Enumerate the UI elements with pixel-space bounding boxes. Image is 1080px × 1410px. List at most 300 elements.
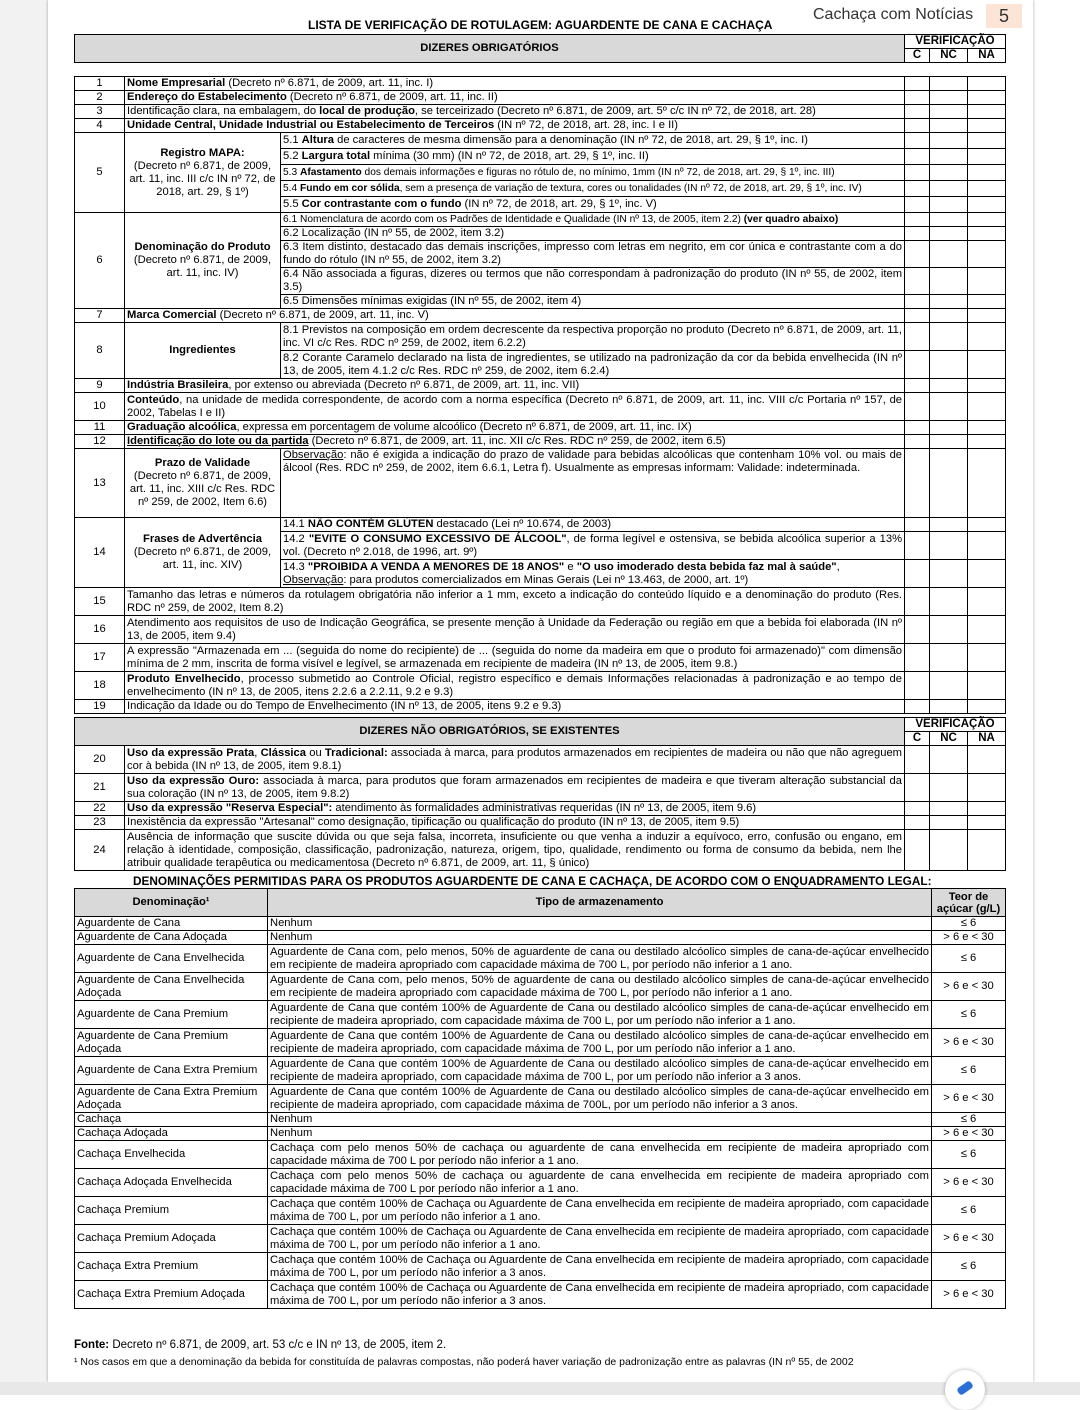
check-nc[interactable] [930, 746, 968, 774]
check-nc[interactable] [930, 227, 968, 241]
check-c[interactable] [905, 830, 930, 871]
sub-number: 5.5 [283, 198, 302, 210]
col-denomination: Denominação¹ [75, 889, 268, 917]
col-nc: NC [930, 49, 968, 63]
check-na[interactable] [968, 700, 1006, 714]
verification-header: VERIFICAÇÃO [905, 718, 1006, 732]
check-nc[interactable] [930, 644, 968, 672]
item-label: Uso da expressão "Reserva Especial": [127, 802, 333, 814]
sugar-content: > 6 e < 30 [932, 1169, 1006, 1197]
sub-text: 8.2 Corante Caramelo declarado na lista de ingredientes, se utilizado na padronização da cor da bebida envelhecida (IN nº 13, de 2005, item 4.1.2 c/c Res. RDC nº 259, de 2002, item 6.2.4) [281, 351, 905, 379]
sub-number: 14.3 [283, 560, 308, 573]
table-row [75, 700, 1006, 714]
check-na[interactable] [968, 532, 1006, 560]
item-text: associada à marca, para produtos armazenados em recipientes de madeira ou não que não agreguem cor à bebida (IN nº 13, de 2005, item 9.8.1) [127, 746, 903, 772]
check-c[interactable] [905, 181, 930, 197]
check-na[interactable] [968, 616, 1006, 644]
check-na[interactable] [968, 295, 1006, 309]
check-nc[interactable] [930, 119, 968, 133]
denomination-name: Aguardente de Cana Premium [75, 1001, 268, 1029]
table-row [75, 379, 1006, 393]
brand-label: Cachaça com Notícias [813, 6, 974, 23]
check-na[interactable] [968, 435, 1006, 449]
check-na[interactable] [968, 644, 1006, 672]
sub-label: Afastamento [300, 167, 362, 178]
table-row [75, 774, 1006, 802]
denomination-name: Aguardente de Cana Adoçada [75, 931, 268, 945]
table-row [75, 1085, 1006, 1113]
storage-type: Cachaça que contém 100% de Cachaça ou Aguardente de Cana envelhecida em recipiente de madeira apropriado, com capacidade máxima de 700 L, por um período não inferior a 1 ano. [268, 1197, 932, 1225]
check-na[interactable] [968, 181, 1006, 197]
optional-section-header: DIZERES NÃO OBRIGATÓRIOS, SE EXISTENTES [75, 718, 905, 746]
check-na[interactable] [968, 227, 1006, 241]
table-row [75, 1127, 1006, 1141]
table-row [75, 802, 1006, 816]
check-nc[interactable] [930, 133, 968, 149]
check-na[interactable] [968, 241, 1006, 268]
table-row [75, 133, 1006, 149]
check-c[interactable] [905, 213, 930, 227]
row-number: 21 [75, 774, 125, 802]
check-na[interactable] [968, 77, 1006, 91]
table-row [75, 213, 1006, 227]
row-number: 7 [75, 309, 125, 323]
check-na[interactable] [968, 133, 1006, 149]
table-row [75, 1057, 1006, 1085]
item-ref: (Decreto nº 6.871, de 2009, art. 11, inc. XIV) [133, 546, 272, 571]
check-na[interactable] [968, 802, 1006, 816]
sub-label: Fundo em cor sólida [300, 183, 400, 194]
denomination-name: Aguardente de Cana Envelhecida Adoçada [75, 973, 268, 1001]
item-text: (Decreto nº 6.871, de 2009, art. 11, inc. II) [286, 91, 498, 103]
denomination-name: Cachaça Premium Adoçada [75, 1225, 268, 1253]
storage-type: Nenhum [268, 917, 932, 931]
sugar-content: ≤ 6 [932, 1197, 1006, 1225]
row-number: 13 [75, 449, 125, 518]
sugar-content: > 6 e < 30 [932, 1225, 1006, 1253]
storage-type: Cachaça que contém 100% de Cachaça ou Aguardente de Cana envelhecida em recipiente de madeira apropriado, com capacidade máxima de 700 L, por um período não inferior a 1 ano. [268, 1225, 932, 1253]
row-number: 2 [75, 91, 125, 105]
check-c[interactable] [905, 616, 930, 644]
table-row [75, 91, 1006, 105]
sub-label: Cor contrastante com o fundo [301, 198, 462, 210]
item-text: ou [305, 746, 325, 759]
denomination-name: Aguardente de Cana Extra Premium Adoçada [75, 1085, 268, 1113]
col-na: NA [968, 49, 1006, 63]
storage-type: Nenhum [268, 1127, 932, 1141]
sugar-content: ≤ 6 [932, 945, 1006, 973]
item-text: , expressa em porcentagem de volume alcoólico (Decreto nº 6.871, de 2009, art. 11, inc. IX) [236, 421, 692, 433]
mandatory-table [74, 34, 1006, 714]
table-row [75, 616, 1006, 644]
sub-label: "EVITE O CONSUMO EXCESSIVO DE ÁLCOOL" [308, 532, 567, 545]
check-na[interactable] [968, 421, 1006, 435]
table-row [75, 816, 1006, 830]
check-nc[interactable] [930, 379, 968, 393]
row-number: 4 [75, 119, 125, 133]
denomination-name: Cachaça Envelhecida [75, 1141, 268, 1169]
check-c[interactable] [905, 560, 930, 588]
sugar-content: > 6 e < 30 [932, 1281, 1006, 1309]
table-row [75, 1113, 1006, 1127]
row-number: 23 [75, 816, 125, 830]
check-nc[interactable] [930, 802, 968, 816]
item-text: Identificação clara, na embalagem, do [127, 105, 320, 117]
table-row [75, 393, 1006, 421]
storage-type: Cachaça com pelo menos 50% de cachaça ou aguardente de cana envelhecida em recipiente de madeira apropriado com capacidade máxima de 700 L por período não inferior a 1 ano. [268, 1141, 932, 1169]
sugar-content: > 6 e < 30 [932, 1085, 1006, 1113]
check-nc[interactable] [930, 149, 968, 165]
sub-text: 6.4 Não associada a figuras, dizeres ou termos que não correspondam à padronização do produto (IN nº 55, de 2002, item 3.5) [281, 268, 905, 295]
check-nc[interactable] [930, 393, 968, 421]
check-na[interactable] [968, 672, 1006, 700]
check-c[interactable] [905, 77, 930, 91]
check-na[interactable] [968, 351, 1006, 379]
check-c[interactable] [905, 351, 930, 379]
sub-label: "O uso imoderado desta bebida faz mal à saúde" [576, 560, 837, 573]
check-c[interactable] [905, 105, 930, 119]
check-c[interactable] [905, 700, 930, 714]
check-na[interactable] [968, 105, 1006, 119]
col-storage: Tipo de armazenamento [268, 889, 932, 917]
check-c[interactable] [905, 746, 930, 774]
check-nc[interactable] [930, 700, 968, 714]
obs-text: : não é exigida a indicação do prazo de validade para bebidas alcoólicas que contenham 10% vol. ou mais de álcool (Res. RDC nº 259, de 2002, item 6.6.1, Letra f). Usualmente as empresas informam: Validade: indeterminada. [283, 449, 903, 474]
sub-text: dos demais informações e figuras no rótulo de, no mínimo, 1mm (IN nº 72, de 2018, art. 29, § 1º, inc. III) [361, 167, 835, 178]
storage-type: Aguardente de Cana com, pelo menos, 50% de aguardente de cana ou destilado alcóolico simples de cana-de-açúcar envelhecido em recipiente de madeira apropriado com capacidade máxima de 700 L, por período não inferior a 1 ano. [268, 945, 932, 973]
sub-number: 5.2 [283, 150, 302, 162]
sugar-content: ≤ 6 [932, 1001, 1006, 1029]
denominations-body [75, 917, 1006, 1309]
col-sugar: Teor de açúcar (g/L) [932, 889, 1006, 917]
denomination-name: Aguardente de Cana Envelhecida [75, 945, 268, 973]
viewer-margin [0, 0, 48, 1395]
check-nc[interactable] [930, 197, 968, 213]
item-text: , [254, 746, 261, 759]
item-label: local de produção [319, 105, 415, 117]
denominations-table [74, 888, 1006, 1309]
source-label: Fonte: [74, 1339, 110, 1351]
table-row [75, 421, 1006, 435]
sub-text: , sem a presença de variação de textura, cores ou tonalidades (IN nº 72, de 2018, art. 29, § 1º, inc. IV) [399, 183, 862, 194]
item-label: Indústria Brasileira [127, 379, 229, 391]
obs-label: Observação [283, 573, 344, 586]
storage-type: Nenhum [268, 1113, 932, 1127]
item-label: Tradicional: [324, 746, 388, 759]
check-c[interactable] [905, 518, 930, 532]
item-text: Inexistência da expressão "Artesanal" como designação, tipificação ou qualificação do produto (IN nº 13, de 2005, item 9.5) [125, 816, 905, 830]
viewer-bottom [0, 1382, 1080, 1395]
sub-text: , [836, 560, 840, 573]
check-na[interactable] [968, 197, 1006, 213]
check-nc[interactable] [930, 213, 968, 227]
table-row [75, 973, 1006, 1001]
storage-type: Cachaça que contém 100% de Cachaça ou Aguardente de Cana envelhecida em recipiente de madeira apropriado, com capacidade máxima de 700 L, por um período não inferior a 3 anos. [268, 1253, 932, 1281]
sugar-content: ≤ 6 [932, 1057, 1006, 1085]
row-number: 14 [75, 518, 125, 588]
denomination-name: Aguardente de Cana Premium Adoçada [75, 1029, 268, 1057]
item-text: (Decreto nº 6.871, de 2009, art. 11, inc. XII c/c Res. RDC nº 259, de 2002, item 6.5) [308, 435, 726, 447]
check-na[interactable] [968, 560, 1006, 588]
table-row [75, 309, 1006, 323]
obs-label: Observação [283, 449, 344, 461]
row-number: 9 [75, 379, 125, 393]
check-nc[interactable] [930, 181, 968, 197]
check-c[interactable] [905, 133, 930, 149]
check-c[interactable] [905, 323, 930, 351]
item-text: A expressão "Armazenada em ... (seguida do nome do recipiente) de ... (seguida do nome da madeira em que o produto foi armazenado)" com dimensão mínima de 2 mm, inscrita de forma visível e legível, se armazenada em recipiente de madeira (IN nº 13, de 2005, item 9.8.) [125, 644, 905, 672]
table-row [75, 1225, 1006, 1253]
check-c[interactable] [905, 435, 930, 449]
row-number: 6 [75, 213, 125, 309]
table-row [75, 644, 1006, 672]
check-nc[interactable] [930, 241, 968, 268]
table-row [75, 672, 1006, 700]
check-c[interactable] [905, 241, 930, 268]
check-c[interactable] [905, 816, 930, 830]
table-row [75, 1029, 1006, 1057]
sub-text: mínima (30 mm) (IN nº 72, de 2018, art. 29, § 1º, inc. II) [370, 150, 649, 162]
check-c[interactable] [905, 309, 930, 323]
spacer-row [75, 63, 1006, 77]
check-c[interactable] [905, 393, 930, 421]
check-na[interactable] [968, 309, 1006, 323]
check-na[interactable] [968, 149, 1006, 165]
check-na[interactable] [968, 830, 1006, 871]
item-text: , por extenso ou abreviada (Decreto nº 6.871, de 2009, art. 11, inc. VII) [228, 379, 580, 391]
denomination-name: Cachaça [75, 1113, 268, 1127]
check-nc[interactable] [930, 816, 968, 830]
item-text: , se terceirizado (Decreto nº 6.871, de 2009, art. 5º c/c IN nº 72, de 2018, art. 28) [414, 105, 816, 117]
table-row [75, 323, 1006, 351]
sub-number: 14.1 [283, 518, 308, 530]
sub-text: 6.5 Dimensões mínimas exigidas (IN nº 55, de 2002, item 4) [281, 295, 905, 309]
sugar-content: > 6 e < 30 [932, 1127, 1006, 1141]
check-c[interactable] [905, 149, 930, 165]
table-row [75, 1281, 1006, 1309]
check-nc[interactable] [930, 268, 968, 295]
item-label: Endereço do Estabelecimento [127, 91, 287, 103]
row-number: 10 [75, 393, 125, 421]
item-ref: (Decreto nº 6.871, de 2009, art. 11, inc. III c/c IN nº 72, de 2018, art. 29, § 1º) [129, 159, 276, 198]
page-number-badge: 5 [986, 4, 1022, 28]
item-text: , na unidade de medida correspondente, de acordo com a norma específica (Decreto nº 6.871, de 2009, art. 11, inc. VIII c/c Portaria nº 157, de 2002, Tabelas I e II) [127, 393, 903, 419]
col-c: C [905, 732, 930, 746]
row-number: 17 [75, 644, 125, 672]
check-nc[interactable] [930, 616, 968, 644]
item-label: Uso da expressão Ouro: [127, 774, 260, 787]
check-na[interactable] [968, 774, 1006, 802]
check-c[interactable] [905, 774, 930, 802]
item-text: (IN nº 72, de 2018, art. 28, inc. I e II) [494, 119, 679, 131]
sub-number: 5.3 [283, 167, 300, 178]
check-nc[interactable] [930, 532, 968, 560]
item-text: atendimento às formalidades administrativas requeridas (IN nº 13, de 2005, item 9.6) [332, 802, 757, 814]
verification-header: VERIFICAÇÃO [905, 35, 1006, 49]
row-number: 3 [75, 105, 125, 119]
sub-text: 6.2 Localização (IN nº 55, de 2002, item 3.2) [281, 227, 905, 241]
check-nc[interactable] [930, 830, 968, 871]
check-nc[interactable] [930, 518, 968, 532]
item-text: Indicação da Idade ou do Tempo de Envelhecimento (IN nº 13, de 2005, itens 9.2 e 9.3) [125, 700, 905, 714]
row-number: 24 [75, 830, 125, 871]
table-row [75, 435, 1006, 449]
row-number: 5 [75, 133, 125, 213]
sugar-content: > 6 e < 30 [932, 973, 1006, 1001]
denomination-name: Cachaça Premium [75, 1197, 268, 1225]
footnote: ¹ Nos casos em que a denominação da bebida for constituída de palavras compostas, não poderá haver variação de padronização entre as palavras (IN nº 55, de 2002 [74, 1356, 854, 1368]
edit-pencil-icon[interactable] [945, 1370, 985, 1410]
storage-type: Aguardente de Cana que contém 100% de Aguardente de Cana ou destilado alcóolico simples de cana-de-açúcar envelhecido em recipiente de madeira apropriado, com capacidade máxima de 700 L, por um período não inferior a 1 ano. [268, 1029, 932, 1057]
check-nc[interactable] [930, 323, 968, 351]
check-na[interactable] [968, 588, 1006, 616]
sub-text: (IN nº 72, de 2018, art. 29, § 1º, inc. V) [461, 198, 657, 210]
check-na[interactable] [968, 379, 1006, 393]
row-number: 22 [75, 802, 125, 816]
item-text: (Decreto nº 6.871, de 2009, art. 11, inc. I) [225, 77, 434, 89]
sub-text: de caracteres de mesma dimensão para a denominação (IN nº 72, de 2018, art. 29, § 1º, inc. I) [334, 134, 808, 146]
table-row [75, 1197, 1006, 1225]
storage-type: Cachaça com pelo menos 50% de cachaça ou aguardente de cana envelhecida em recipiente de madeira apropriado com capacidade máxima de 700 L por período não inferior a 1 ano. [268, 1169, 932, 1197]
check-c[interactable] [905, 91, 930, 105]
row-number: 15 [75, 588, 125, 616]
table-row [75, 1253, 1006, 1281]
check-c[interactable] [905, 227, 930, 241]
sub-label: Altura [301, 134, 334, 146]
sub-text: 6.1 Nomenclatura de acordo com os Padrões de Identidade e Qualidade (IN nº 13, de 2005, item 2.2) [283, 214, 744, 225]
check-na[interactable] [968, 518, 1006, 532]
obs-text: : para produtos comercializados em Minas Gerais (Lei nº 13.463, de 2000, art. 1º) [343, 573, 749, 586]
check-c[interactable] [905, 165, 930, 181]
denomination-name: Aguardente de Cana [75, 917, 268, 931]
row-number: 20 [75, 746, 125, 774]
table-row [75, 77, 1006, 91]
check-nc[interactable] [930, 295, 968, 309]
check-na[interactable] [968, 91, 1006, 105]
check-na[interactable] [968, 213, 1006, 227]
item-label: Unidade Central, Unidade Industrial ou Estabelecimento de Terceiros [127, 119, 495, 131]
check-c[interactable] [905, 644, 930, 672]
item-label: Identificação do lote ou da partida [127, 435, 309, 447]
sugar-content: ≤ 6 [932, 917, 1006, 931]
check-nc[interactable] [930, 351, 968, 379]
storage-type: Aguardente de Cana que contém 100% de Aguardente de Cana ou destilado alcóolico simples de cana-de-açúcar envelhecido em recipiente de madeira apropriado, com capacidade máxima de 700 L, por um período não inferior a 3 anos. [268, 1057, 932, 1085]
check-na[interactable] [968, 268, 1006, 295]
row-number: 12 [75, 435, 125, 449]
denominations-title: DENOMINAÇÕES PERMITIDAS PARA OS PRODUTOS AGUARDENTE DE CANA E CACHAÇA, DE ACORDO COM O ENQUADRAMENTO LEGAL: [133, 874, 932, 888]
check-nc[interactable] [930, 435, 968, 449]
check-c[interactable] [905, 119, 930, 133]
item-text: Ausência de informação que suscite dúvida ou que seja falsa, incorreta, insuficiente ou que venha a induzir a equívoco, erro, confusão ou engano, em relação à identidade, composição, classificação, padronização, natureza, origem, tipo, qualidade, rendimento ou forma de consumo da bebida, nem lhe atribuir qualidade terapêutica ou medicamentosa (Decreto nº 6.871, de 2009, art. 11, § único) [125, 830, 905, 871]
check-c[interactable] [905, 588, 930, 616]
item-text: (Decreto nº 6.871, de 2009, art. 11, inc. V) [216, 309, 429, 321]
storage-type: Cachaça que contém 100% de Cachaça ou Aguardente de Cana envelhecida em recipiente de madeira apropriado, com capacidade máxima de 700 L, por um período não inferior a 3 anos. [268, 1281, 932, 1309]
table-row [75, 119, 1006, 133]
check-c[interactable] [905, 672, 930, 700]
check-nc[interactable] [930, 165, 968, 181]
sub-text: 6.3 Item distinto, destacado das demais inscrições, impresso com letras em negrito, em cor única e contrastante com a do fundo do rótulo (IN nº 55, de 2002, item 3.2) [281, 241, 905, 268]
check-na[interactable] [968, 165, 1006, 181]
check-na[interactable] [968, 816, 1006, 830]
optional-table [74, 717, 1006, 871]
check-na[interactable] [968, 393, 1006, 421]
check-c[interactable] [905, 379, 930, 393]
check-nc[interactable] [930, 588, 968, 616]
denomination-name: Aguardente de Cana Extra Premium [75, 1057, 268, 1085]
row-number: 18 [75, 672, 125, 700]
item-ref: (Decreto nº 6.871, de 2009, art. 11, inc. XIII c/c Res. RDC nº 259, de 2002, Item 6.6) [129, 470, 276, 508]
item-text: Tamanho das letras e números da rotulagem obrigatória não inferior a 1 mm, exceto a indicação do conteúdo líquido e a denominação do produto (Res. RDC nº 259, de 2002, Item 8.2) [125, 588, 905, 616]
check-nc[interactable] [930, 309, 968, 323]
check-na[interactable] [968, 323, 1006, 351]
source-note [74, 1339, 446, 1351]
item-label: Registro MAPA: [160, 146, 245, 159]
check-c[interactable] [905, 295, 930, 309]
item-label: Prazo de Validade [154, 457, 251, 469]
check-na[interactable] [968, 449, 1006, 518]
check-c[interactable] [905, 421, 930, 435]
check-nc[interactable] [930, 77, 968, 91]
table-row [75, 830, 1006, 871]
sub-number: 5.4 [283, 183, 300, 194]
table-row [75, 105, 1006, 119]
sugar-content: ≤ 6 [932, 1113, 1006, 1127]
table-row [75, 1001, 1006, 1029]
item-label: Ingredientes [125, 323, 281, 379]
item-label: Produto Envelhecido [127, 672, 241, 685]
item-label: Clássica [260, 746, 306, 759]
check-na[interactable] [968, 119, 1006, 133]
item-text: , processo submetido ao Controle Oficial, registro específico e demais Informações relacionadas à padronização e ao tempo de envelhecimento (IN nº 13, de 2005, itens 2.2.6 a 2.2.11, 9.2 e 9.3) [127, 672, 902, 698]
table-row [75, 945, 1006, 973]
check-nc[interactable] [930, 105, 968, 119]
table-row [75, 931, 1006, 945]
check-c[interactable] [905, 532, 930, 560]
check-nc[interactable] [930, 421, 968, 435]
row-number: 8 [75, 323, 125, 379]
check-nc[interactable] [930, 672, 968, 700]
storage-type: Nenhum [268, 931, 932, 945]
sub-label: Largura total [301, 150, 371, 162]
sub-text: e [564, 560, 577, 573]
check-nc[interactable] [930, 774, 968, 802]
check-c[interactable] [905, 268, 930, 295]
document-title: LISTA DE VERIFICAÇÃO DE ROTULAGEM: AGUARDENTE DE CANA E CACHAÇA [308, 18, 773, 32]
check-c[interactable] [905, 449, 930, 518]
item-label: Frases de Advertência [143, 533, 262, 545]
table-row [75, 746, 1006, 774]
check-na[interactable] [968, 746, 1006, 774]
denomination-name: Cachaça Adoçada Envelhecida [75, 1169, 268, 1197]
item-label: Uso da expressão Prata [127, 746, 255, 759]
sub-number: 5.1 [283, 134, 302, 146]
sugar-content: > 6 e < 30 [932, 931, 1006, 945]
check-nc[interactable] [930, 449, 968, 518]
sub-label: NÃO CONTÉM GLÚTEN [307, 518, 434, 530]
col-nc: NC [930, 732, 968, 746]
table-row [75, 449, 1006, 518]
check-c[interactable] [905, 197, 930, 213]
storage-type: Aguardente de Cana com, pelo menos, 50% de aguardente de cana ou destilado alcóolico simples de cana-de-açúcar envelhecido em recipiente de madeira apropriado com capacidade máxima de 700 L, por período não inferior a 1 ano. [268, 973, 932, 1001]
sub-text: 8.1 Previstos na composição em ordem decrescente da respectiva proporção no produto (Decreto nº 6.871, de 2009, art. 11, inc. VI c/c Res. RDC nº 259, de 2002, item 6.2.2) [281, 323, 905, 351]
check-c[interactable] [905, 802, 930, 816]
item-label: Conteúdo [127, 393, 180, 406]
item-label: Graduação alcoólica [127, 421, 237, 433]
sub-label: (ver quadro abaixo) [743, 214, 839, 225]
check-nc[interactable] [930, 91, 968, 105]
row-number: 1 [75, 77, 125, 91]
check-nc[interactable] [930, 560, 968, 588]
